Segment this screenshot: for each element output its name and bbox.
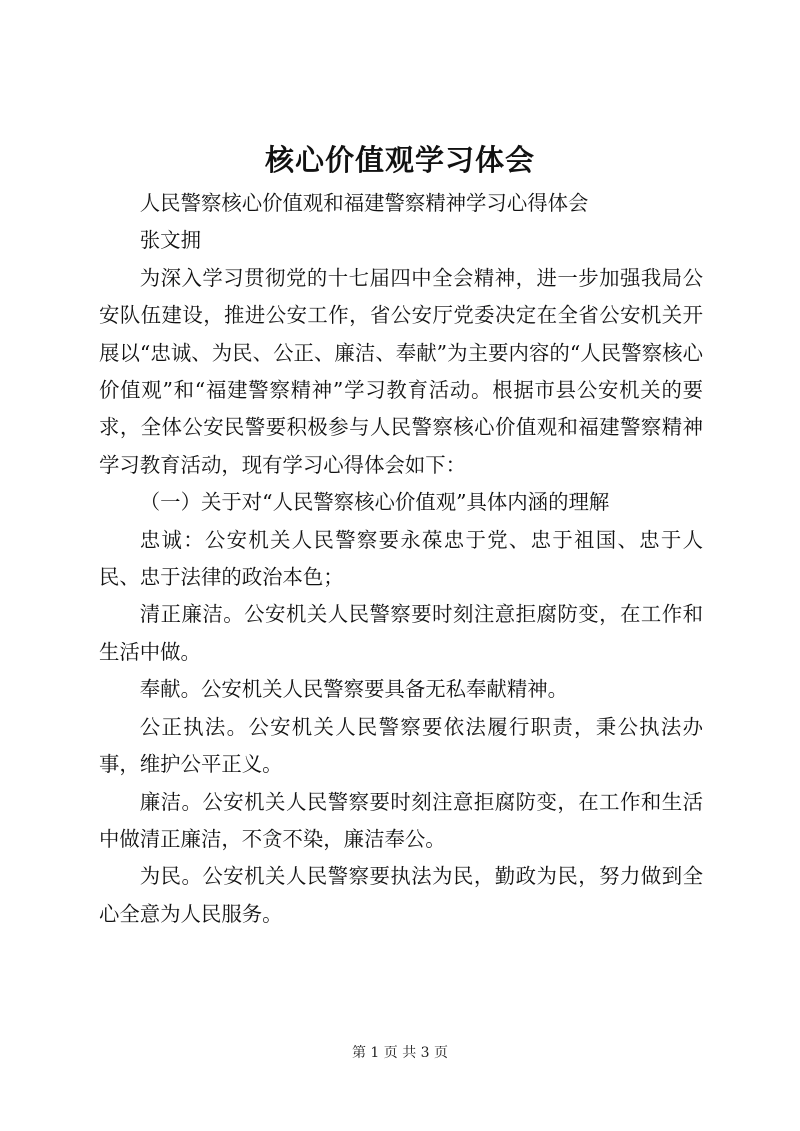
document-body bbox=[99, 185, 703, 933]
page-footer: 第 1 页 共 3 页 bbox=[351, 1045, 449, 1061]
paragraph-loyalty: 忠诚：公安机关人民警察要永葆忠于党、忠于祖国、忠于人民、忠于法律的政治本色； bbox=[99, 527, 703, 590]
paragraph-integrity: 清正廉洁。公安机关人民警察要时刻注意拒腐防变，在工作和生活中做。 bbox=[99, 602, 703, 664]
paragraph-honesty: 廉洁。公安机关人民警察要时刻注意拒腐防变，在工作和生活中做清正廉洁，不贪不染，廉洁奉公。 bbox=[99, 789, 703, 851]
document-title: 核心价值观学习体会 bbox=[264, 143, 535, 177]
section-heading: （一）关于对“人民警察核心价值观”具体内涵的理解 bbox=[139, 490, 610, 515]
paragraph-dedication: 奉献。公安机关人民警察要具备无私奉献精神。 bbox=[139, 677, 568, 702]
subtitle: 人民警察核心价值观和福建警察精神学习心得体会 bbox=[139, 191, 589, 215]
paragraph-intro: 为深入学习贯彻党的十七届四中全会精神，进一步加强我局公安队伍建设，推进公安工作，省公安厅党委决定在全省公安机关开展以“忠诚、为民、公正、廉洁、奉献”为主要内容的“人民警察核心价值观”和“福建警察精神”学习教育活动。根据市县公安机关的要求，全体公安民警要积极参与人民警察核心价值观和福建警察精神学习教育活动，现有学习心得体会如下： bbox=[99, 265, 703, 477]
paragraph-justice: 公正执法。公安机关人民警察要依法履行职责，秉公执法办事，维护公平正义。 bbox=[99, 714, 703, 777]
author: 张文拥 bbox=[139, 228, 201, 253]
paragraph-for-people: 为民。公安机关人民警察要执法为民，勤政为民，努力做到全心全意为人民服务。 bbox=[99, 864, 703, 926]
